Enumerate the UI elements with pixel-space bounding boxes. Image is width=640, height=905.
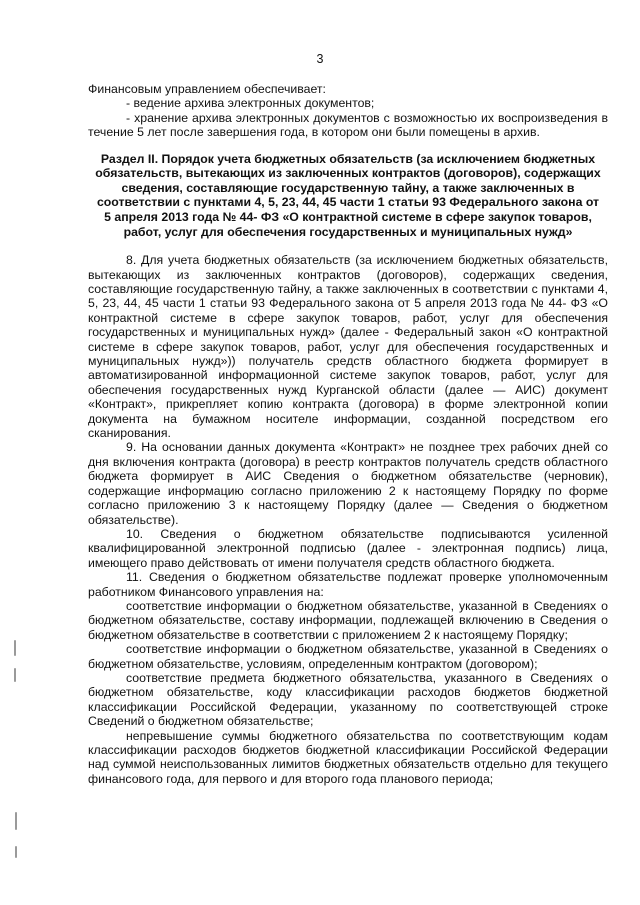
check-item: соответствие информации о бюджетном обязательстве, указанной в Сведениях о бюджетном обязательстве, составу информации, подлежащей включению в Сведения о бюджетном обязательстве в соответствии с приложением 2 к настоящему Порядку; [88,598,608,642]
page-number: 3 [316,52,324,66]
scan-mark [15,846,17,858]
scan-mark [14,640,16,656]
scan-mark [15,812,17,830]
document-body [88,82,608,786]
paragraph-8: 8. Для учета бюджетных обязательств (за исключением бюджетных обязательств, вытекающих из заключенных контрактов (договоров), содержащих сведения, составляющие государственную тайну, а также заключенных в соответствии с пунктами 4, 5, 23, 44, 45 части 1 статьи 93 Федерального закона от 5 апреля 2013 года № 44- ФЗ «О контрактной системе в сфере закупок товаров, работ, услуг для обеспечения государственных и муниципальных нужд» (далее - Федеральный закон «О контрактной системе в сфере закупок товаров, работ, услуг для обеспечения государственных и муниципальных нужд»)) получатель средств областного бюджета формирует в автоматизированной информационной системе закупок товаров, работ, услуг для обеспечения государственных нужд Курганской области (далее — АИС) документ «Контракт», прикрепляет копию контракта (договора) в форме электронной копии документа на бумажном носителе информации, созданной посредством его сканирования. [88,253,608,441]
scan-mark [14,668,16,682]
paragraph-11: 11. Сведения о бюджетном обязательстве подлежат проверке уполномоченным работником Финансового управления на: [88,570,608,599]
paragraph-9: 9. На основании данных документа «Контракт» не позднее трех рабочих дней со дня включения контракта (договора) в реестр контрактов получатель средств областного бюджета формирует в АИС Сведения о бюджетном обязательстве (черновик), содержащие информацию согласно приложению 2 к настоящему Порядку по форме согласно приложению 3 к настоящему Порядку (далее — Сведения о бюджетном обязательстве). [88,440,608,527]
check-item: непревышение суммы бюджетного обязательства по соответствующим кодам классификации расходов бюджетов бюджетной классификации Российской Федерации над суммой неиспользованных лимитов бюджетных обязательств отдельно для текущего финансового года, для первого и для второго года планового периода; [88,728,608,786]
paragraph-10: 10. Сведения о бюджетном обязательстве подписываются усиленной квалифицированной электронной подписью (далее - электронная подпись) лица, имеющего право действовать от имени получателя средств областного бюджета. [88,526,608,570]
section-heading: Раздел II. Порядок учета бюджетных обязательств (за исключением бюджетных обязательств, вытекающих из заключенных контрактов (договоров), содержащих сведения, составляющие государственную тайну, а также заключенных в соответствии с пунктами 4, 5, 23, 44, 45 части 1 статьи 93 Федерального закона от 5 апреля 2013 года № 44- ФЗ «О контрактной системе в сфере закупок товаров, работ, услуг для обеспечения государственных и муниципальных нужд» [95,151,601,239]
check-item: соответствие информации о бюджетном обязательстве, указанной в Сведениях о бюджетном обязательстве, условиям, определенным контрактом (договором); [88,642,608,671]
intro-item: - хранение архива электронных документов с возможностью их воспроизведения в течение 5 лет после завершения года, в котором они были помещены в архив. [88,110,608,140]
intro-lead: Финансовым управлением обеспечивает: [88,82,326,96]
intro-item: - ведение архива электронных документов; [126,96,375,111]
check-item: соответствие предмета бюджетного обязательства, указанного в Сведениях о бюджетном обязательстве, коду классификации расходов бюджетов бюджетной классификации Российской Федерации, указанному по соответствующей строке Сведений о бюджетном обязательстве; [88,670,608,729]
